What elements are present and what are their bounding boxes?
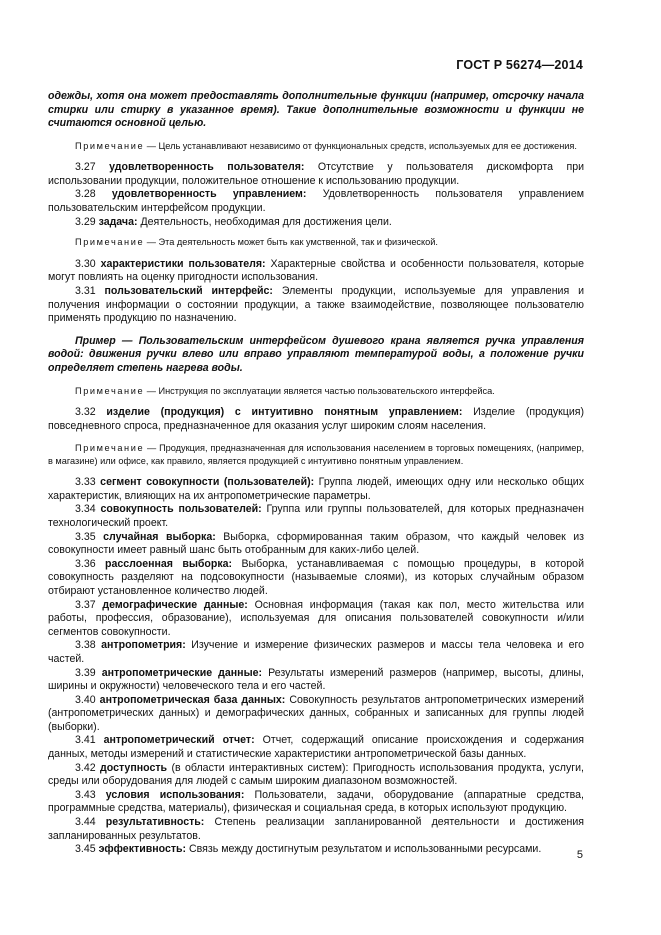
definition-3-37: 3.37 демографические данные: Основная информация (такая как пол, место жительства или работы, профессия, образование), используемая для описания пользователей совокупности и/или сегментов совокупности. [48, 598, 584, 638]
definition-3-31: 3.31 пользовательский интерфейс: Элементы продукции, используемые для управления и получения информации о состоянии продукции, а также взаимодействие, позволяющее пользователю применять продукцию по назначению. [48, 284, 584, 325]
definition-3-44: 3.44 результативность: Степень реализации запланированной деятельности и достижения запланированных результатов. [48, 816, 585, 842]
definition-3-32: 3.32 изделие (продукция) с интуитивно понятным управлением: Изделие (продукция) повседневного спроса, предназначенное для оказания услуг широким слоям населения. [48, 406, 585, 432]
definition-3-43: 3.43 условия использования: Пользователи, задачи, оборудование (аппаратные средства, программные средства, материалы), физическая и социальная среда, в которых используют продукцию. [48, 788, 585, 815]
definition-3-38: 3.38 антропометрия: Изучение и измерение физических размеров и массы тела человека и его частей. [48, 639, 584, 665]
definition-3-42: 3.42 доступность (в области интерактивных систем): Пригодность использования продукта, услуги, среды или оборудования для людей с самым широким диапазоном возможностей. [48, 761, 584, 788]
note-4: Примечание — Продукция, предназначенная для использования населением в торговых помещениях, (например, в магазине) или офисе, как правило, является продукцией с интуитивно понятным управлением. [48, 443, 584, 466]
note-3: Примечание — Инструкция по эксплуатации является частью пользовательского интерфейса. [75, 385, 495, 396]
definition-3-40: 3.40 антропометрическая база данных: Совокупность результатов антропометрических измерений (антропометрических данных) и демографических данных, собранных и записанных для группы людей (выборки). [48, 693, 585, 733]
definition-3-30: 3.30 характеристики пользователя: Характерные свойства и особенности пользователя, которые могут повлиять на оценку пригодности использования. [48, 257, 585, 284]
continuation-paragraph: одежды, хотя она может предоставлять дополнительные функции (например, отсрочку начала стирки или стирку в указанное время). Такие дополнительные возможности и функции не считаются основной целью. [48, 90, 584, 130]
definition-3-36: 3.36 расслоенная выборка: Выборка, устанавливаемая с помощью процедуры, в которой совокупность разделяют на подсовокупности (называемые слоями), из которых случайным образом отбирают установленное количество людей. [48, 557, 584, 597]
definition-3-34: 3.34 совокупность пользователей: Группа или группы пользователей, для которых предназначен технологический проект. [48, 503, 585, 529]
document-header: ГОСТ Р 56274—2014 [456, 58, 583, 72]
page-number: 5 [576, 849, 583, 861]
definition-3-39: 3.39 антропометрические данные: Результаты измерений размеров (например, высоты, длины, ширины и окружности) человеческого тела и его частей. [48, 666, 584, 693]
note-1: Примечание — Цель устанавливают независимо от функциональных средств, используемых для ее достижения. [75, 140, 577, 151]
definition-3-29: 3.29 задача: Деятельность, необходимая для достижения цели. [75, 215, 392, 228]
note-2: Примечание — Эта деятельность может быть как умственной, так и физической. [75, 237, 438, 248]
definition-3-41: 3.41 антропометрический отчет: Отчет, содержащий описание происхождения и содержания данных, методы измерений и статистические характеристики антропометрической базы данных. [48, 734, 584, 761]
page-body [48, 90, 584, 857]
definition-3-27: 3.27 удовлетворенность пользователя: Отсутствие у пользователя дискомфорта при использовании продукции, положительное отношение к использованию продукции. [48, 161, 585, 187]
definition-3-28: 3.28 удовлетворенность управлением: Удовлетворенность пользователя управлением пользовательским интерфейсом продукции. [48, 188, 584, 215]
definition-3-45: 3.45 эффективность: Связь между достигнутым результатом и использованными ресурсами. [75, 843, 542, 856]
definition-3-35: 3.35 случайная выборка: Выборка, сформированная таким образом, что каждый человек из совокупности имеет равный шанс быть отобранным для каких-либо целей. [48, 530, 584, 557]
example-paragraph: Пример — Пользовательским интерфейсом душевого крана является ручка управления водой: движения ручки влево или вправо управляют температурой воды, а положение ручки определяет степень нагрева воды. [48, 334, 584, 374]
definition-3-33: 3.33 сегмент совокупности (пользователей): Группа людей, имеющих одну или несколько общих характеристик, влияющих на их антропометрические параметры. [48, 476, 585, 502]
